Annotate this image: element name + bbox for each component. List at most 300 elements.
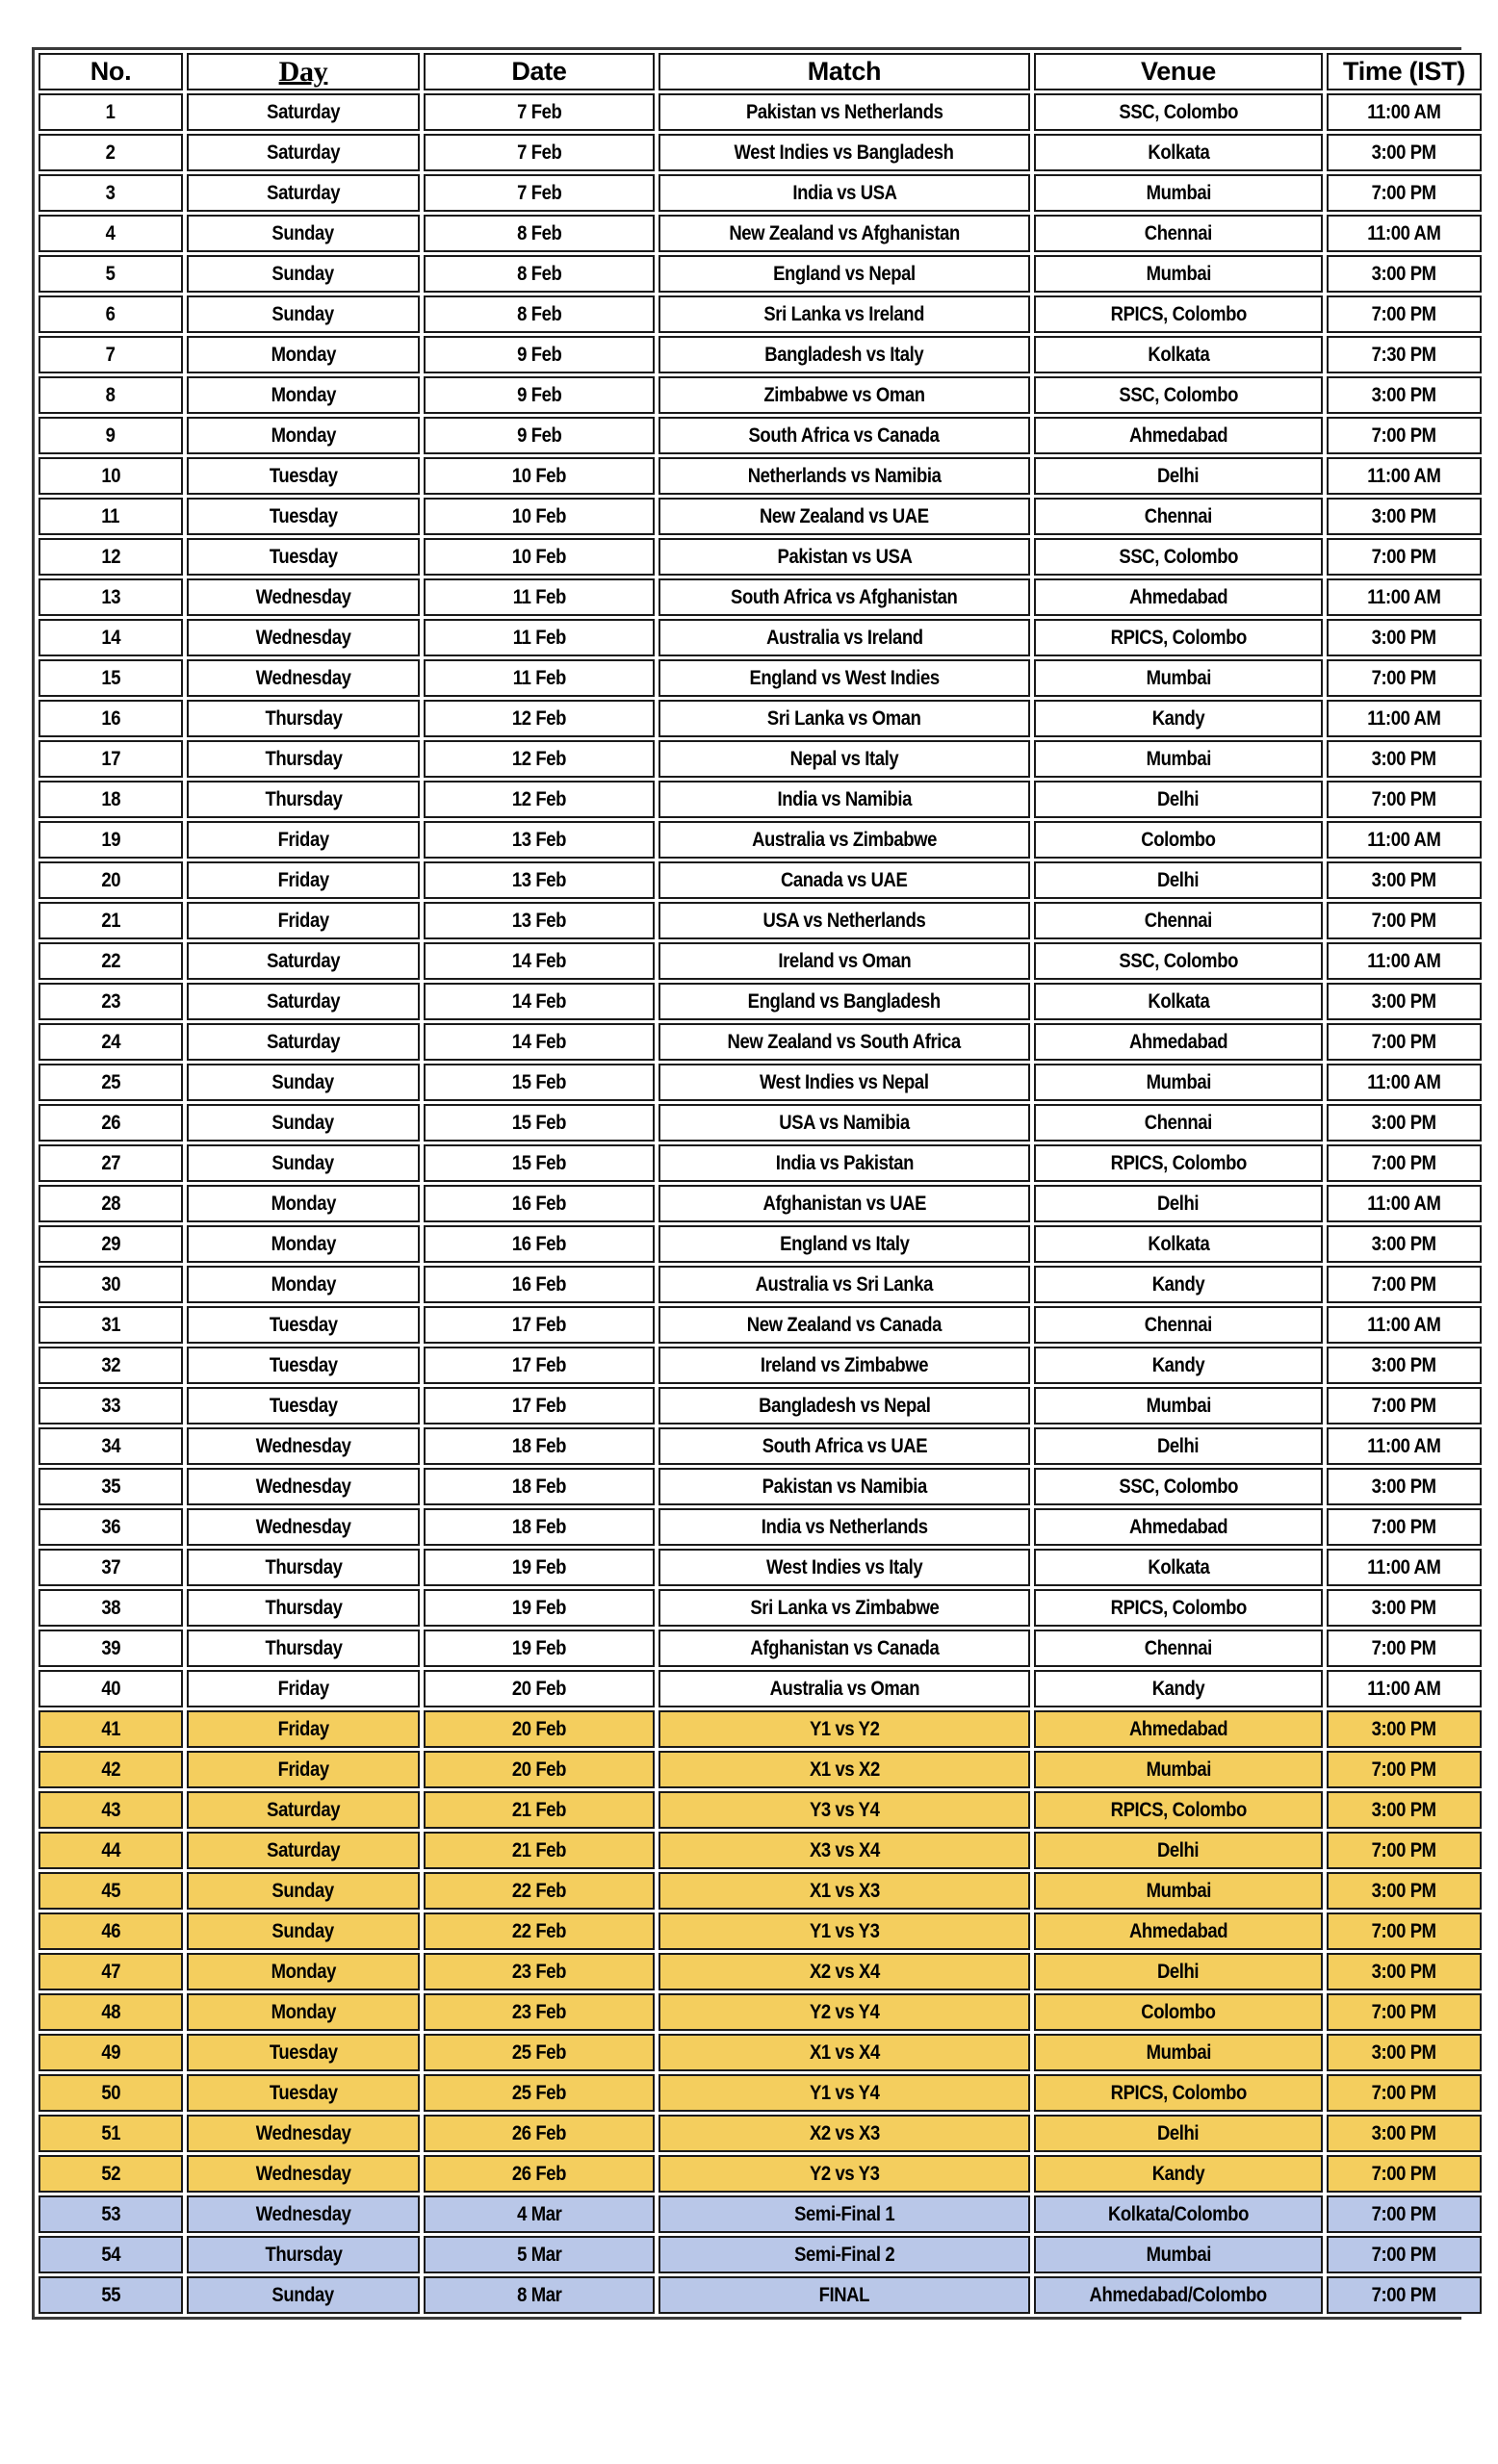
cell-no <box>39 1710 183 1748</box>
cell-no <box>39 2195 183 2233</box>
cell-date <box>424 336 655 373</box>
cell-match <box>659 700 1030 737</box>
table-row[interactable] <box>39 498 1482 535</box>
table-row[interactable] <box>39 2276 1482 2314</box>
cell-venue <box>1034 1710 1323 1748</box>
cell-day <box>187 700 420 737</box>
table-row[interactable] <box>39 578 1482 616</box>
cell-no <box>39 1872 183 1910</box>
cell-time-text: 3:00 PM <box>1371 1961 1437 1983</box>
cell-time <box>1327 1630 1482 1667</box>
cell-match <box>659 1347 1030 1384</box>
cell-match <box>659 1791 1030 1829</box>
table-row[interactable] <box>39 1710 1482 1748</box>
cell-time-text: 11:00 AM <box>1367 1556 1441 1578</box>
cell-date <box>424 1347 655 1384</box>
cell-day-text: Monday <box>271 1233 336 1255</box>
cell-time-text: 7:00 PM <box>1371 2001 1437 2023</box>
cell-date <box>424 1023 655 1061</box>
table-row[interactable] <box>39 215 1482 252</box>
cell-no <box>39 93 183 131</box>
cell-day-text: Saturday <box>267 1031 340 1053</box>
column-header-match[interactable]: Match <box>659 53 1030 90</box>
table-row[interactable] <box>39 781 1482 818</box>
cell-match-text: FINAL <box>818 2284 870 2306</box>
cell-match-text: Sri Lanka vs Oman <box>767 707 921 730</box>
cell-date-text: 17 Feb <box>511 1354 567 1376</box>
cell-match <box>659 2155 1030 2193</box>
table-row[interactable] <box>39 2195 1482 2233</box>
table-row[interactable] <box>39 457 1482 495</box>
cell-venue <box>1034 1347 1323 1384</box>
cell-date <box>424 1508 655 1546</box>
table-row[interactable] <box>39 1023 1482 1061</box>
cell-time-text: 3:00 PM <box>1371 1880 1437 1902</box>
cell-date-text: 20 Feb <box>511 1678 567 1700</box>
cell-venue-text: Delhi <box>1157 2122 1200 2144</box>
cell-time-text: 11:00 AM <box>1367 1678 1441 1700</box>
cell-no <box>39 781 183 818</box>
cell-venue-text: Chennai <box>1144 1112 1213 1134</box>
cell-day-text: Wednesday <box>255 2203 351 2225</box>
cell-time <box>1327 2115 1482 2152</box>
cell-venue-text: Kandy <box>1151 707 1205 730</box>
cell-day <box>187 2034 420 2071</box>
cell-venue-text: Ahmedabad <box>1128 1516 1228 1538</box>
cell-match-text: England vs Italy <box>779 1233 910 1255</box>
table-row[interactable] <box>39 740 1482 778</box>
cell-match <box>659 1832 1030 1869</box>
cell-day <box>187 781 420 818</box>
cell-day <box>187 1468 420 1505</box>
cell-day-text: Sunday <box>271 1071 335 1093</box>
cell-match <box>659 457 1030 495</box>
cell-venue <box>1034 2155 1323 2193</box>
cell-time <box>1327 902 1482 939</box>
cell-time <box>1327 376 1482 414</box>
cell-no <box>39 1630 183 1667</box>
cell-day <box>187 498 420 535</box>
cell-match <box>659 2074 1030 2112</box>
cell-venue <box>1034 1266 1323 1303</box>
cell-no-text: 5 <box>106 263 116 285</box>
cell-date-text: 13 Feb <box>511 910 567 932</box>
cell-time-text: 7:00 PM <box>1371 1758 1437 1781</box>
cell-date-text: 18 Feb <box>511 1476 567 1498</box>
cell-date-text: 13 Feb <box>511 869 567 891</box>
cell-match <box>659 1630 1030 1667</box>
cell-match-text: Semi-Final 2 <box>793 2244 895 2266</box>
cell-time <box>1327 336 1482 373</box>
cell-match <box>659 1387 1030 1424</box>
cell-match <box>659 215 1030 252</box>
cell-match-text: India vs Pakistan <box>775 1152 914 1174</box>
cell-venue <box>1034 700 1323 737</box>
column-header-time[interactable]: Time (IST) <box>1327 53 1482 90</box>
cell-date-text: 25 Feb <box>511 2041 567 2064</box>
cell-no <box>39 1670 183 1707</box>
cell-venue <box>1034 498 1323 535</box>
cell-time-text: 11:00 AM <box>1367 465 1441 487</box>
cell-date <box>424 1144 655 1182</box>
cell-date-text: 19 Feb <box>511 1637 567 1659</box>
cell-time-text: 7:00 PM <box>1371 1516 1437 1538</box>
table-row[interactable] <box>39 2155 1482 2193</box>
cell-no <box>39 659 183 697</box>
cell-venue-text: RPICS, Colombo <box>1110 303 1247 325</box>
cell-time <box>1327 417 1482 454</box>
cell-venue-text: Kolkata <box>1148 1556 1209 1578</box>
cell-venue-text: Ahmedabad <box>1128 586 1228 608</box>
cell-no-text: 21 <box>101 910 120 932</box>
table-row[interactable] <box>39 336 1482 373</box>
cell-no <box>39 1387 183 1424</box>
cell-date <box>424 376 655 414</box>
cell-match <box>659 1953 1030 1990</box>
table-row[interactable] <box>39 1064 1482 1101</box>
cell-venue-text: Kandy <box>1151 1273 1205 1296</box>
cell-venue-text: SSC, Colombo <box>1119 950 1238 972</box>
table-row[interactable] <box>39 1468 1482 1505</box>
cell-day <box>187 1993 420 2031</box>
cell-time-text: 7:00 PM <box>1371 788 1437 810</box>
table-row[interactable] <box>39 942 1482 980</box>
cell-date <box>424 700 655 737</box>
table-row[interactable] <box>39 1912 1482 1950</box>
cell-venue-text: Mumbai <box>1146 748 1211 770</box>
cell-time <box>1327 2034 1482 2071</box>
cell-time-text: 7:00 PM <box>1371 2284 1437 2306</box>
cell-date <box>424 417 655 454</box>
table-row[interactable] <box>39 1993 1482 2031</box>
cell-day-text: Sunday <box>271 1880 335 1902</box>
cell-time-text: 3:00 PM <box>1371 505 1437 527</box>
cell-venue-text: Mumbai <box>1146 263 1211 285</box>
cell-time <box>1327 740 1482 778</box>
table-row[interactable] <box>39 1104 1482 1142</box>
cell-date-text: 22 Feb <box>511 1920 567 1942</box>
table-row[interactable] <box>39 861 1482 899</box>
table-row[interactable] <box>39 619 1482 656</box>
cell-no-text: 32 <box>101 1354 120 1376</box>
table-row[interactable] <box>39 295 1482 333</box>
cell-venue-text: Ahmedabad <box>1128 1031 1228 1053</box>
cell-date <box>424 1266 655 1303</box>
cell-time-text: 3:00 PM <box>1371 2041 1437 2064</box>
cell-day <box>187 1023 420 1061</box>
cell-date-text: 23 Feb <box>511 2001 567 2023</box>
cell-time <box>1327 700 1482 737</box>
cell-day <box>187 942 420 980</box>
cell-match <box>659 174 1030 212</box>
table-row[interactable] <box>39 700 1482 737</box>
cell-date <box>424 1751 655 1788</box>
cell-day-text: Monday <box>271 2001 336 2023</box>
cell-match-text: Australia vs Zimbabwe <box>752 829 937 851</box>
table-row[interactable] <box>39 1549 1482 1586</box>
cell-date-text: 13 Feb <box>511 829 567 851</box>
cell-no-text: 46 <box>101 1920 120 1942</box>
cell-no-text: 39 <box>101 1637 120 1659</box>
cell-no <box>39 215 183 252</box>
column-header-no[interactable]: No. <box>39 53 183 90</box>
table-row[interactable] <box>39 821 1482 859</box>
cell-time <box>1327 1993 1482 2031</box>
cell-no <box>39 983 183 1020</box>
cell-no <box>39 1508 183 1546</box>
cell-venue <box>1034 134 1323 171</box>
cell-time <box>1327 821 1482 859</box>
table-row[interactable] <box>39 983 1482 1020</box>
cell-match <box>659 2195 1030 2233</box>
cell-venue <box>1034 619 1323 656</box>
cell-no-text: 35 <box>101 1476 120 1498</box>
table-row[interactable] <box>39 1185 1482 1222</box>
table-row[interactable] <box>39 1427 1482 1465</box>
cell-date <box>424 1468 655 1505</box>
cell-day-text: Friday <box>277 1718 329 1740</box>
cell-match <box>659 538 1030 576</box>
cell-date <box>424 1549 655 1586</box>
table-row[interactable] <box>39 2034 1482 2071</box>
table-row[interactable] <box>39 1508 1482 1546</box>
table-row[interactable] <box>39 174 1482 212</box>
cell-time <box>1327 1508 1482 1546</box>
cell-time <box>1327 1953 1482 1990</box>
cell-no-text: 42 <box>101 1758 120 1781</box>
table-row[interactable] <box>39 538 1482 576</box>
cell-date <box>424 498 655 535</box>
cell-day-text: Tuesday <box>269 1395 338 1417</box>
table-row[interactable] <box>39 1832 1482 1869</box>
cell-no-text: 8 <box>106 384 116 406</box>
cell-time-text: 3:00 PM <box>1371 1354 1437 1376</box>
table-row[interactable] <box>39 1347 1482 1384</box>
cell-venue-text: RPICS, Colombo <box>1110 1799 1247 1821</box>
cell-venue <box>1034 1064 1323 1101</box>
cell-time-text: 7:00 PM <box>1371 424 1437 447</box>
table-row[interactable] <box>39 1589 1482 1627</box>
cell-date-text: 16 Feb <box>511 1233 567 1255</box>
cell-day <box>187 376 420 414</box>
cell-no-text: 51 <box>101 2122 120 2144</box>
cell-time-text: 3:00 PM <box>1371 1476 1437 1498</box>
cell-match-text: X1 vs X3 <box>809 1880 880 1902</box>
cell-match-text: West Indies vs Nepal <box>760 1071 929 1093</box>
cell-day <box>187 1427 420 1465</box>
cell-time <box>1327 1872 1482 1910</box>
cell-no-text: 41 <box>101 1718 120 1740</box>
cell-no <box>39 1427 183 1465</box>
cell-no <box>39 174 183 212</box>
cell-venue <box>1034 902 1323 939</box>
table-row[interactable] <box>39 1144 1482 1182</box>
cell-time-text: 7:00 PM <box>1371 546 1437 568</box>
cell-no <box>39 942 183 980</box>
table-row[interactable] <box>39 1872 1482 1910</box>
cell-venue-text: Chennai <box>1144 1314 1213 1336</box>
table-row[interactable] <box>39 1630 1482 1667</box>
cell-no-text: 7 <box>106 344 116 366</box>
cell-venue-text: Ahmedabad <box>1128 424 1228 447</box>
table-row[interactable] <box>39 2115 1482 2152</box>
cell-date <box>424 1832 655 1869</box>
cell-venue <box>1034 1427 1323 1465</box>
cell-time <box>1327 2276 1482 2314</box>
cell-venue <box>1034 1791 1323 1829</box>
cell-time-text: 3:00 PM <box>1371 1233 1437 1255</box>
cell-venue-text: SSC, Colombo <box>1119 101 1238 123</box>
cell-day <box>187 1508 420 1546</box>
cell-venue <box>1034 2276 1323 2314</box>
cell-time <box>1327 538 1482 576</box>
cell-venue <box>1034 821 1323 859</box>
cell-venue-text: Kandy <box>1151 2163 1205 2185</box>
column-header-day[interactable]: Day <box>187 53 420 90</box>
cell-no-text: 45 <box>101 1880 120 1902</box>
cell-no <box>39 1306 183 1344</box>
table-row[interactable] <box>39 255 1482 293</box>
cell-date <box>424 2195 655 2233</box>
cell-venue-text: Chennai <box>1144 910 1213 932</box>
table-row[interactable] <box>39 134 1482 171</box>
header-row <box>39 53 1482 90</box>
cell-match-text: South Africa vs Canada <box>748 424 941 447</box>
cell-time-text: 7:00 PM <box>1371 2082 1437 2104</box>
cell-match <box>659 417 1030 454</box>
cell-date <box>424 1710 655 1748</box>
cell-venue <box>1034 1751 1323 1788</box>
cell-venue-text: SSC, Colombo <box>1119 1476 1238 1498</box>
table-row[interactable] <box>39 902 1482 939</box>
cell-match <box>659 2276 1030 2314</box>
cell-time-text: 11:00 AM <box>1367 1071 1441 1093</box>
cell-venue <box>1034 2236 1323 2273</box>
cell-match <box>659 1993 1030 2031</box>
cell-no <box>39 2074 183 2112</box>
cell-venue <box>1034 1912 1323 1950</box>
cell-time-text: 11:00 AM <box>1367 1193 1441 1215</box>
cell-day-text: Tuesday <box>269 1354 338 1376</box>
cell-day-text: Saturday <box>267 990 340 1013</box>
cell-no-text: 53 <box>101 2203 120 2225</box>
table-row[interactable] <box>39 659 1482 697</box>
cell-venue <box>1034 781 1323 818</box>
table-row[interactable] <box>39 2074 1482 2112</box>
table-row[interactable] <box>39 1670 1482 1707</box>
cell-match-text: X1 vs X4 <box>809 2041 880 2064</box>
table-row[interactable] <box>39 1225 1482 1263</box>
table-row[interactable] <box>39 1266 1482 1303</box>
column-header-date[interactable]: Date <box>424 53 655 90</box>
cell-no <box>39 498 183 535</box>
cell-day-text: Friday <box>277 829 329 851</box>
cell-no-text: 4 <box>106 222 116 244</box>
cell-day <box>187 659 420 697</box>
cell-time-text: 11:00 AM <box>1367 829 1441 851</box>
cell-date <box>424 2155 655 2193</box>
cell-no-text: 52 <box>101 2163 120 2185</box>
cell-match-text: Afghanistan vs Canada <box>749 1637 940 1659</box>
cell-match-text: Zimbabwe vs Oman <box>763 384 925 406</box>
cell-day-text: Sunday <box>271 1920 335 1942</box>
cell-day <box>187 1347 420 1384</box>
table-row[interactable] <box>39 376 1482 414</box>
cell-day-text: Wednesday <box>255 2163 351 2185</box>
table-row[interactable] <box>39 2236 1482 2273</box>
table-row[interactable] <box>39 1306 1482 1344</box>
cell-match-text: Y2 vs Y4 <box>809 2001 880 2023</box>
cell-no-text: 26 <box>101 1112 120 1134</box>
cell-no <box>39 1064 183 1101</box>
cell-time-text: 3:00 PM <box>1371 263 1437 285</box>
cell-time-text: 7:00 PM <box>1371 1273 1437 1296</box>
cell-time <box>1327 498 1482 535</box>
cell-day-text: Thursday <box>264 707 342 730</box>
cell-date <box>424 1912 655 1950</box>
cell-time-text: 11:00 AM <box>1367 222 1441 244</box>
cell-no <box>39 1023 183 1061</box>
cell-match-text: Pakistan vs Namibia <box>762 1476 927 1498</box>
cell-match-text: Australia vs Ireland <box>765 627 923 649</box>
cell-match <box>659 1427 1030 1465</box>
cell-day-text: Thursday <box>264 788 342 810</box>
table-row[interactable] <box>39 1387 1482 1424</box>
cell-no <box>39 134 183 171</box>
cell-match <box>659 942 1030 980</box>
cell-match-text: New Zealand vs UAE <box>760 505 929 527</box>
cell-match-text: Canada vs UAE <box>781 869 908 891</box>
table-row[interactable] <box>39 1751 1482 1788</box>
cell-date-text: 26 Feb <box>511 2122 567 2144</box>
cell-time-text: 7:00 PM <box>1371 2163 1437 2185</box>
cell-no-text: 40 <box>101 1678 120 1700</box>
cell-day <box>187 2115 420 2152</box>
cell-date <box>424 1630 655 1667</box>
cell-date-text: 14 Feb <box>511 990 567 1013</box>
table-row[interactable] <box>39 417 1482 454</box>
cell-no <box>39 1347 183 1384</box>
cell-no-text: 15 <box>101 667 120 689</box>
table-row[interactable] <box>39 93 1482 131</box>
cell-day-text: Sunday <box>271 1112 335 1134</box>
table-row[interactable] <box>39 1953 1482 1990</box>
cell-day-text: Monday <box>271 1273 336 1296</box>
cell-day-text: Monday <box>271 424 336 447</box>
cell-date <box>424 1872 655 1910</box>
cell-no <box>39 2115 183 2152</box>
column-header-venue[interactable]: Venue <box>1034 53 1323 90</box>
cell-date-text: 11 Feb <box>512 667 566 689</box>
cell-date <box>424 1589 655 1627</box>
cell-day <box>187 2276 420 2314</box>
cell-match <box>659 2034 1030 2071</box>
cell-time <box>1327 134 1482 171</box>
cell-match-text: Y1 vs Y2 <box>809 1718 880 1740</box>
cell-venue-text: Mumbai <box>1146 2041 1211 2064</box>
cell-venue-text: RPICS, Colombo <box>1110 627 1247 649</box>
cell-no <box>39 417 183 454</box>
cell-match <box>659 1306 1030 1344</box>
cell-date-text: 12 Feb <box>511 788 567 810</box>
cell-time <box>1327 1387 1482 1424</box>
cell-day <box>187 2074 420 2112</box>
cell-no <box>39 2155 183 2193</box>
cell-day <box>187 1953 420 1990</box>
table-row[interactable] <box>39 1791 1482 1829</box>
cell-venue-text: Mumbai <box>1146 1395 1211 1417</box>
cell-time <box>1327 2195 1482 2233</box>
